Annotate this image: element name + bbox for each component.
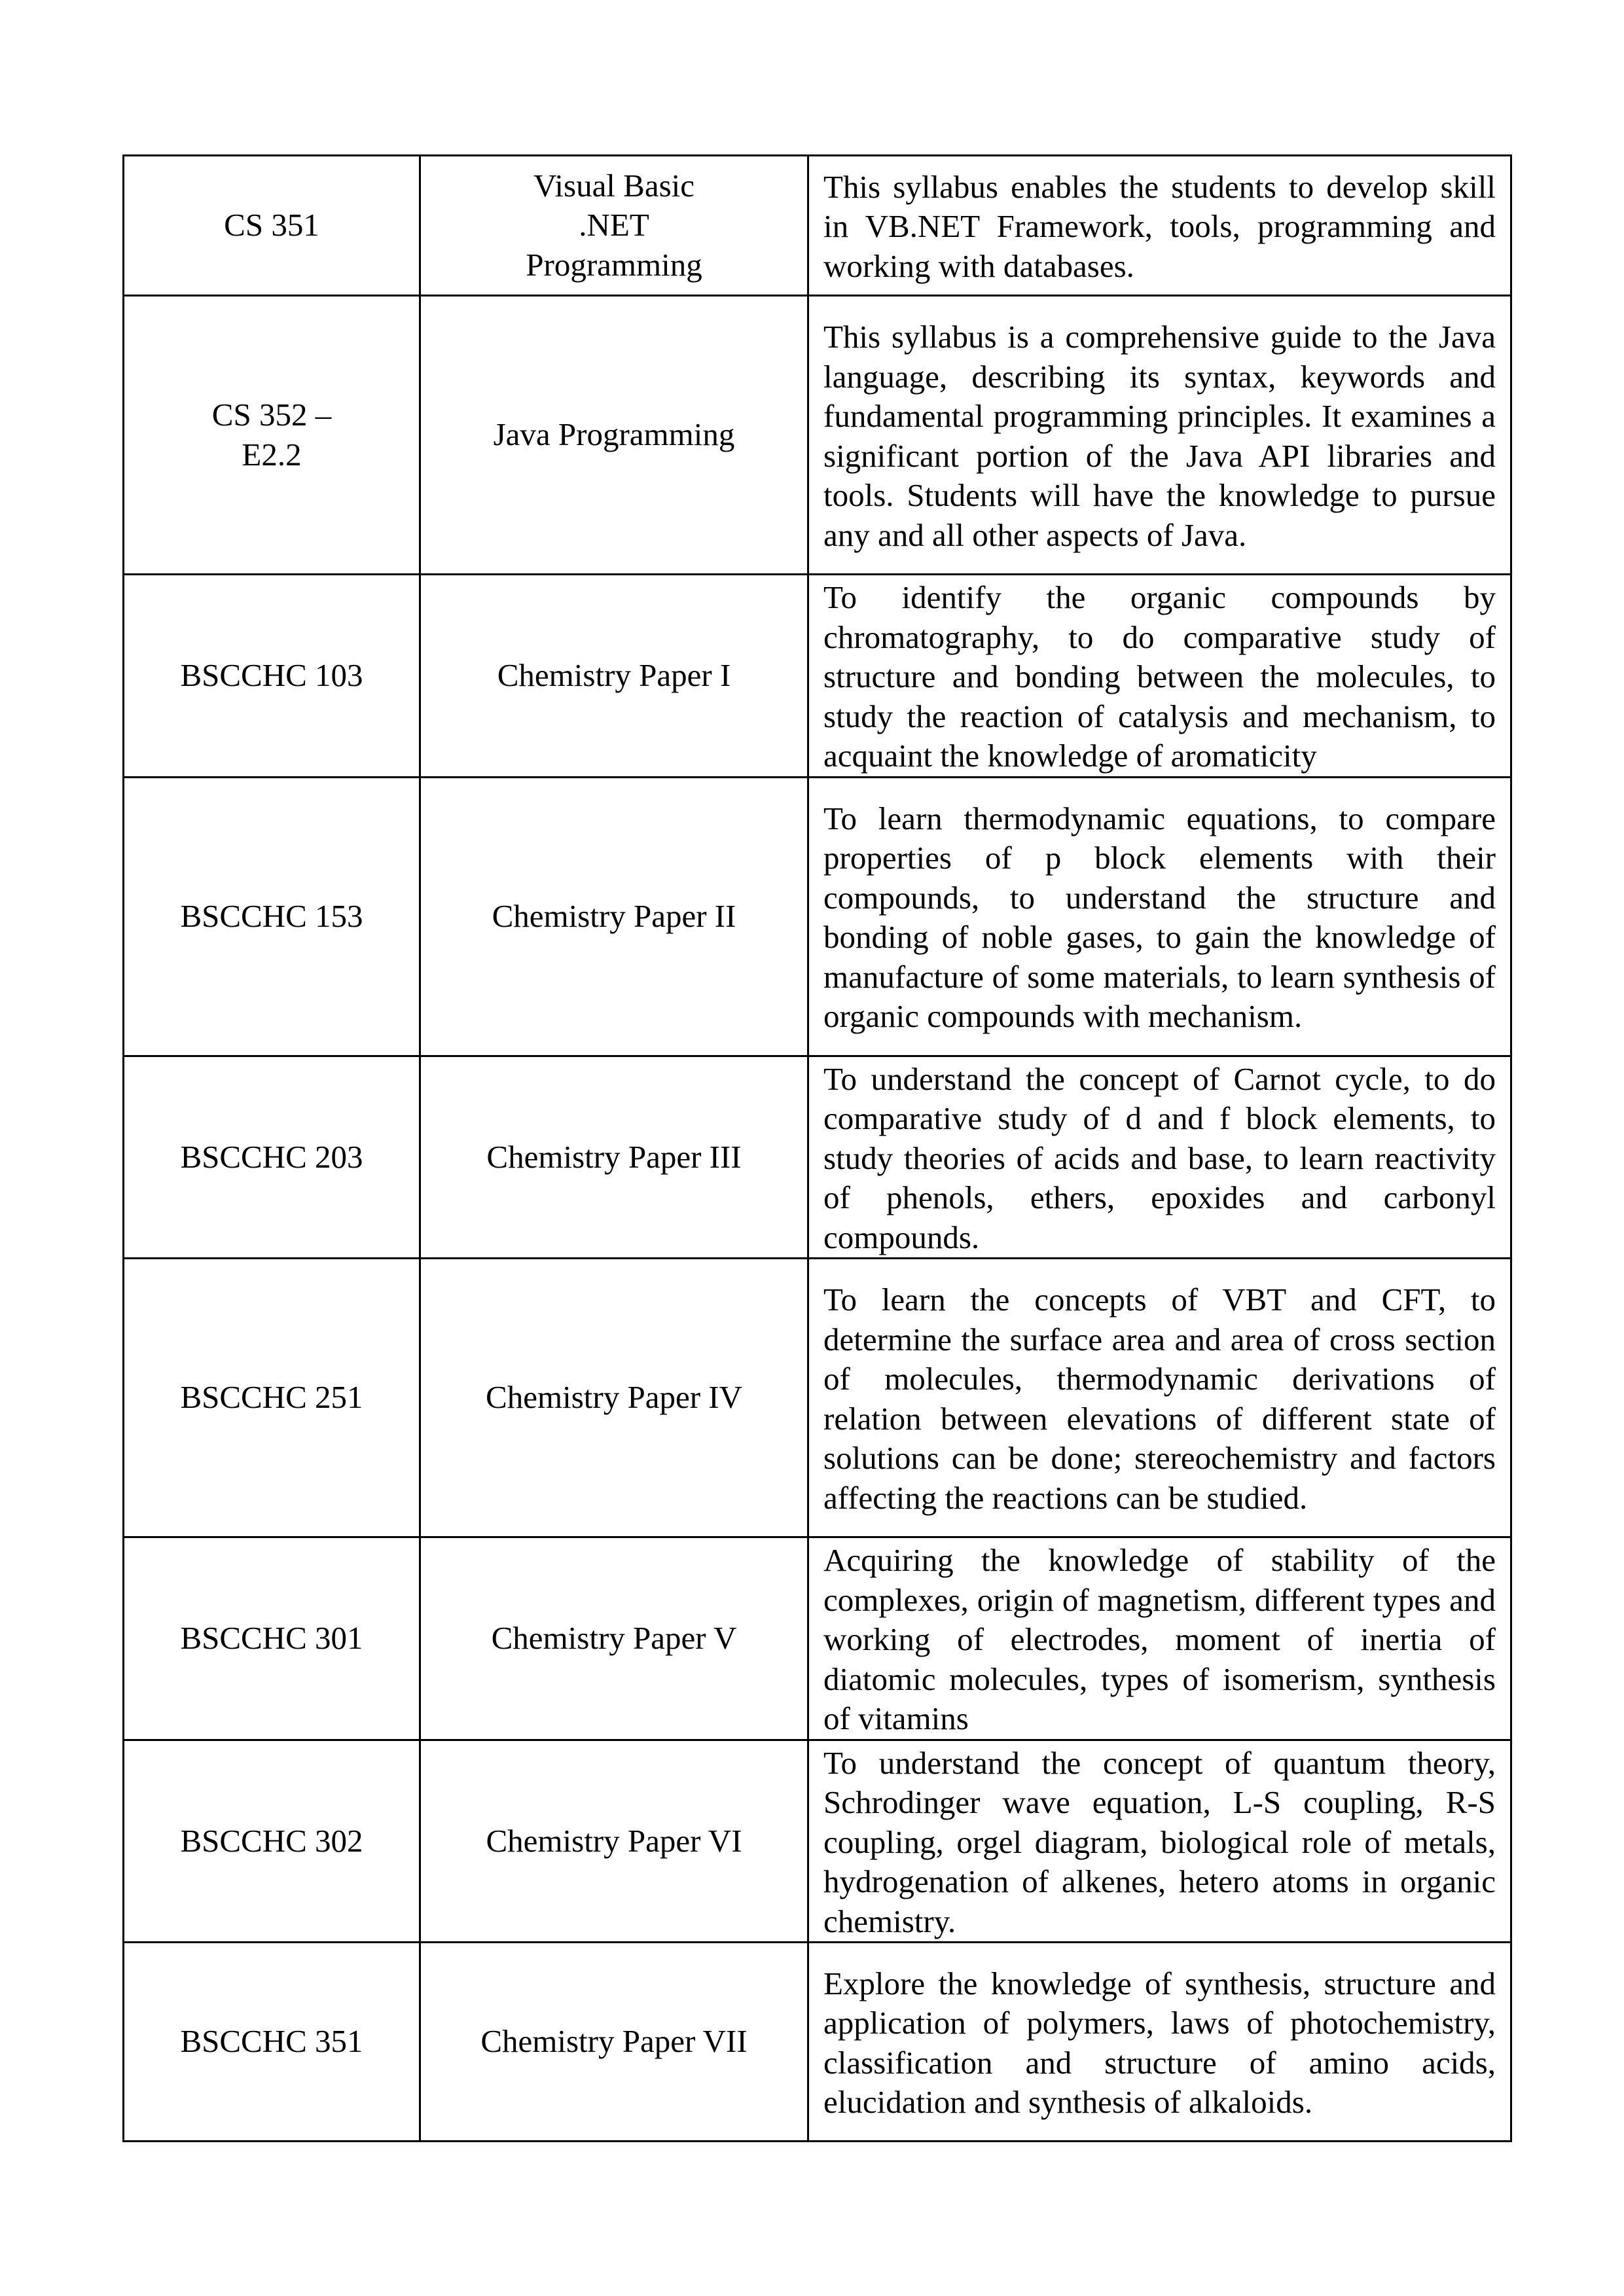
course-code: BSCCHC 203	[180, 1138, 363, 1175]
course-description: To understand the concept of quantum theory, Schrodinger wave equation, L-S coupling, R-S coupling, orgel diagram, biological role of metals, hydrogenation of alkenes, hetero atoms in organic chemistry.	[823, 1744, 1496, 1939]
course-code: BSCCHC 153	[180, 897, 363, 934]
course-description-cell	[808, 1740, 1511, 1943]
course-title-cell	[420, 296, 808, 575]
course-title-cell	[420, 156, 808, 296]
course-description: Explore the knowledge of synthesis, structure and application of polymers, laws of photochemistry, classification and structure of amino acids, elucidation and synthesis of alkaloids.	[823, 1965, 1496, 2120]
course-title-cell	[420, 1259, 808, 1537]
course-title-cell	[420, 575, 808, 778]
table-row	[124, 1740, 1511, 1943]
course-code-cell	[124, 575, 420, 778]
course-code-cell	[124, 296, 420, 575]
course-code-cell	[124, 1943, 420, 2142]
table-row	[124, 777, 1511, 1056]
course-title: Chemistry Paper V	[491, 1620, 737, 1656]
course-description-cell	[808, 1056, 1511, 1259]
course-code: BSCCHC 251	[180, 1379, 363, 1416]
course-code: BSCCHC 351	[180, 2023, 363, 2060]
course-code-cell	[124, 156, 420, 296]
course-description: Acquiring the knowledge of stability of the complexes, origin of magnetism, different types and working of electrodes, moment of inertia of diatomic molecules, types of isomerism, synthesis of vitamins	[823, 1542, 1496, 1736]
course-description: To learn thermodynamic equations, to compare properties of p block elements with their compounds, to understand the structure and bonding of noble gases, to gain the knowledge of manufacture of some materials, to learn synthesis of organic compounds with mechanism.	[823, 800, 1496, 1034]
table-row	[124, 1259, 1511, 1537]
table-row	[124, 296, 1511, 575]
course-description: To learn the concepts of VBT and CFT, to determine the surface area and area of cross section of molecules, thermodynamic derivations of relation between elevations of different state of solutions can be done; stereochemistry and factors affecting the reactions can be studied.	[823, 1282, 1496, 1516]
course-description: This syllabus is a comprehensive guide to the Java language, describing its syntax, keywords and fundamental programming principles. It examines a significant portion of the Java API libraries and tools. Students will have the knowledge to pursue any and all other aspects of Java.	[823, 319, 1496, 553]
course-description-cell	[808, 575, 1511, 778]
course-code-cell	[124, 1537, 420, 1740]
course-code-cell	[124, 1056, 420, 1259]
course-title-cell	[420, 1537, 808, 1740]
course-title: Chemistry Paper VII	[480, 2023, 748, 2060]
course-table	[122, 154, 1512, 2142]
course-description-cell	[808, 156, 1511, 296]
course-description-cell	[808, 1259, 1511, 1537]
table-row	[124, 1537, 1511, 1740]
course-title-cell	[420, 1056, 808, 1259]
course-title: Chemistry Paper VI	[486, 1822, 742, 1859]
course-description-cell	[808, 1537, 1511, 1740]
course-code: CS 352 – E2.2	[211, 397, 332, 473]
course-code-cell	[124, 1740, 420, 1943]
course-title: Chemistry Paper I	[497, 657, 731, 693]
course-title: Visual Basic .NET Programming	[526, 167, 702, 283]
course-code: BSCCHC 302	[180, 1822, 363, 1859]
course-code: BSCCHC 301	[180, 1620, 363, 1656]
course-code: BSCCHC 103	[180, 657, 363, 693]
course-code: CS 351	[224, 207, 319, 243]
course-table-body	[124, 156, 1511, 2142]
course-description-cell	[808, 296, 1511, 575]
course-title-cell	[420, 1740, 808, 1943]
table-row	[124, 1943, 1511, 2142]
course-title-cell	[420, 777, 808, 1056]
course-description: This syllabus enables the students to develop skill in VB.NET Framework, tools, programming and working with databases.	[823, 168, 1496, 284]
course-title: Chemistry Paper III	[486, 1138, 742, 1175]
course-title-cell	[420, 1943, 808, 2142]
course-title: Chemistry Paper II	[492, 897, 736, 934]
course-title: Java Programming	[493, 416, 735, 453]
course-description-cell	[808, 1943, 1511, 2142]
course-code-cell	[124, 1259, 420, 1537]
course-code-cell	[124, 777, 420, 1056]
table-row	[124, 575, 1511, 778]
course-title: Chemistry Paper IV	[486, 1379, 742, 1416]
table-row	[124, 1056, 1511, 1259]
course-description: To identify the organic compounds by chromatography, to do comparative study of structure and bonding between the molecules, to study the reaction of catalysis and mechanism, to acquaint the knowledge of aromaticity	[823, 579, 1496, 774]
table-row	[124, 156, 1511, 296]
course-description-cell	[808, 777, 1511, 1056]
course-description: To understand the concept of Carnot cycle, to do comparative study of d and f block elements, to study theories of acids and base, to learn reactivity of phenols, ethers, epoxides and carbonyl compounds.	[823, 1060, 1496, 1255]
